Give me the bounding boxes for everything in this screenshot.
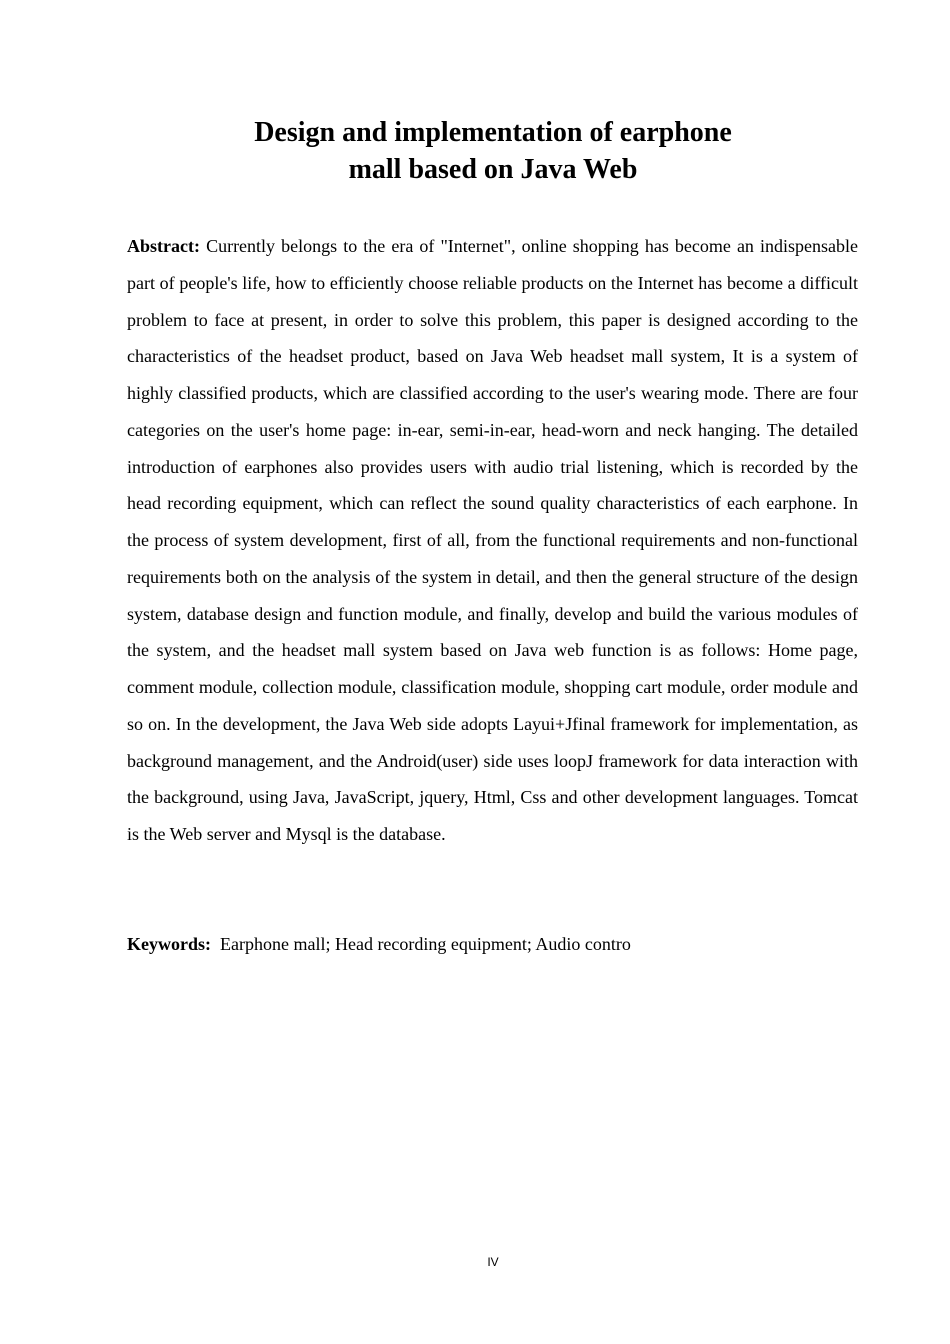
abstract-paragraph — [127, 228, 858, 853]
keywords-label: Keywords: — [127, 934, 211, 954]
paper-title — [0, 114, 950, 188]
keywords-paragraph — [127, 926, 858, 962]
abstract-text: Currently belongs to the era of "Internet", online shopping has become an indispensable part of people's life, how to efficiently choose reliable products on the Internet has become a difficult problem to face at present, in order to solve this problem, this paper is designed according to the characteristics of the headset product, based on Java Web headset mall system, It is a system of highly classified products, which are classified according to the user's wearing mode. There are four categories on the user's home page: in-ear, semi-in-ear, head-worn and neck hanging. The detailed introduction of earphones also provides users with audio trial listening, which is recorded by the head recording equipment, which can reflect the sound quality characteristics of each earphone. In the process of system development, first of all, from the functional requirements and non-functional requirements both on the analysis of the system in detail, and then the general structure of the design system, database design and function module, and finally, develop and build the various modules of the system, and the headset mall system based on Java web function is as follows: Home page, comment module, collection module, classification module, shopping cart module, order module and so on. In the development, the Java Web side adopts Layui+Jfinal framework for implementation, as background management, and the Android(user) side uses loopJ framework for data interaction with the background, using Java, JavaScript, jquery, Html, Css and other development languages. Tomcat is the Web server and Mysql is the database. — [127, 236, 858, 844]
abstract-label: Abstract: — [127, 236, 200, 256]
keywords-text: Earphone mall; Head recording equipment; Audio contro — [220, 934, 631, 954]
title-line-2: mall based on Java Web — [348, 154, 638, 185]
page-number: IV — [487, 1255, 499, 1269]
title-line-1: Design and implementation of earphone — [254, 117, 732, 148]
